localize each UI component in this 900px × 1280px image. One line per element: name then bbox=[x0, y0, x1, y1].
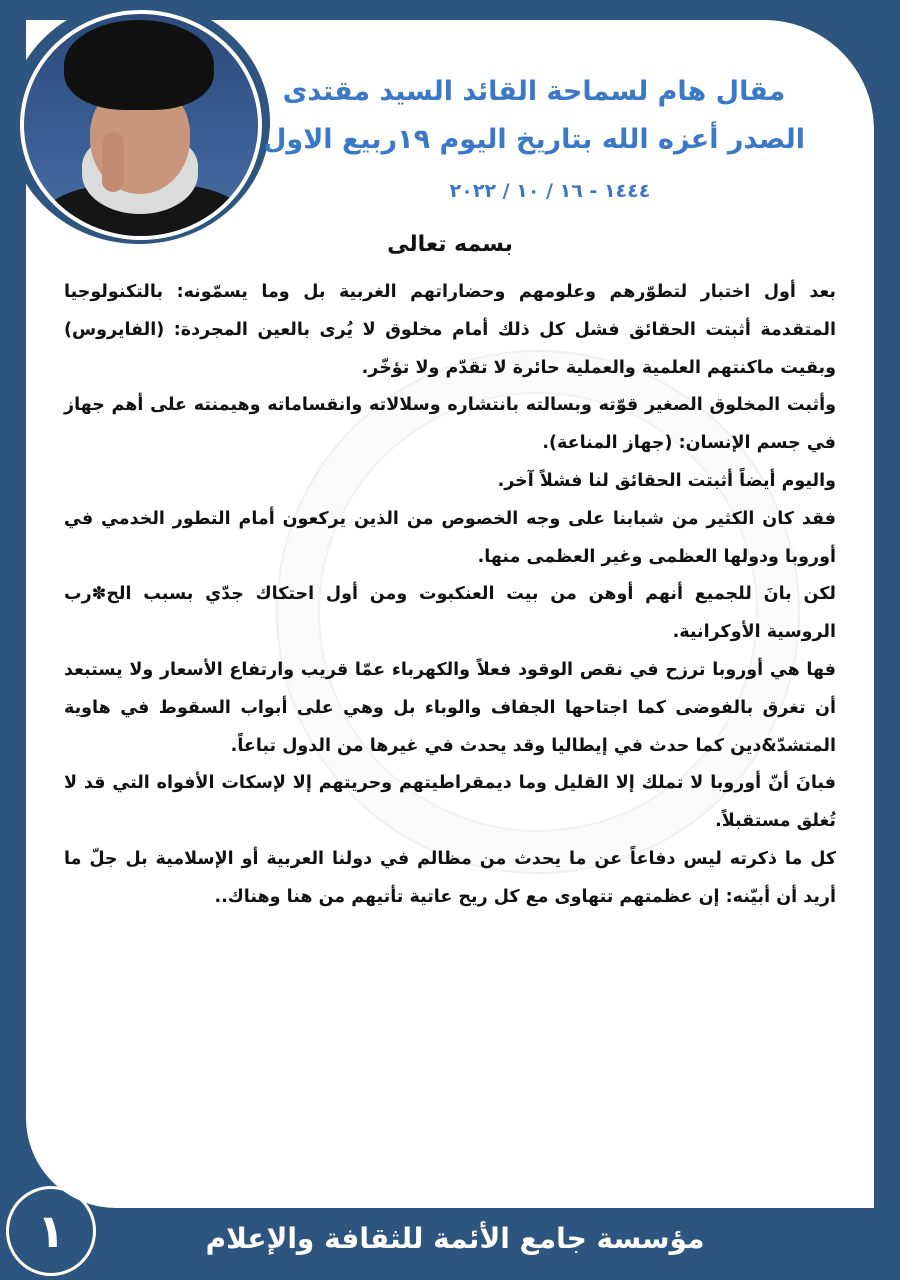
article-title bbox=[254, 68, 814, 164]
title-line-2: الصدر أعزه الله بتاريخ اليوم ١٩ربيع الاول bbox=[262, 124, 806, 155]
paragraph: واليوم أيضاً أثبتت الحقائق لنا فشلاً آخر. bbox=[497, 470, 836, 491]
basmala-heading: بسمه تعالى bbox=[387, 232, 513, 257]
paragraph: وأثبت المخلوق الصغير قوّته وبسالته بانتشاره وسلالاته وانقساماته وهيمنته على أهم جهاز في جسم الإنسان: (جهاز المناعة). bbox=[64, 395, 836, 454]
paragraph: لكن بانَ للجميع أنهم أوهن من بيت العنكبوت ومن أول احتكاك جدّي بسبب الح✽رب الروسية الأوكرانية. bbox=[64, 584, 836, 643]
article-body bbox=[64, 274, 836, 917]
paragraph: فها هي أوروبا ترزح في نقص الوقود فعلاً والكهرباء عمّا قريب وارتفاع الأسعار ولا يستبعد أن تغرق بالفوضى كما اجتاحها الجفاف والوباء بل وهي على أبواب السقوط في هاوية المتشدّ&دين كما حدث في إيطاليا وقد يحدث في غيرها من الدول تباعاً. bbox=[64, 659, 836, 756]
paragraph: كل ما ذكرته ليس دفاعاً عن ما يحدث من مظالم في دولنا العربية أو الإسلامية بل جلّ ما أريد أن أبيّنه: إن عظمتهم تتهاوى مع كل ريح عاتية تأتيهم من هنا وهناك.. bbox=[64, 848, 836, 907]
article-date: ١٤٤٤ - ١٦ / ١٠ / ٢٠٢٢ bbox=[449, 180, 651, 202]
footer-organization: مؤسسة جامع الأئمة للثقافة والإعلام bbox=[205, 1222, 705, 1255]
paragraph: فقد كان الكثير من شبابنا على وجه الخصوص من الذين يركعون أمام التطور الخدمي في أوروبا ودولها العظمى وغير العظمى منها. bbox=[64, 508, 836, 567]
title-line-1: مقال هام لسماحة القائد السيد مقتدى bbox=[282, 76, 786, 107]
paragraph: بعد أول اختبار لتطوّرهم وعلومهم وحضاراتهم الغربية بل وما يسمّونه: بالتكنولوجيا المتقدمة أثبتت الحقائق فشل كل ذلك أمام مخلوق لا يُرى بالعين المجردة: (الفايروس) وبقيت ماكنتهم العلمية والعملية حائرة لا تقدّم ولا تؤخّر. bbox=[64, 282, 836, 378]
paragraph: فبانَ أنّ أوروبا لا تملك إلا القليل وما ديمقراطيتهم وحريتهم إلا لإسكات الأفواه التي قد لا تُغلق مستقبلاً. bbox=[64, 773, 836, 832]
page-number: ١ bbox=[6, 1186, 96, 1276]
author-portrait bbox=[20, 10, 262, 240]
